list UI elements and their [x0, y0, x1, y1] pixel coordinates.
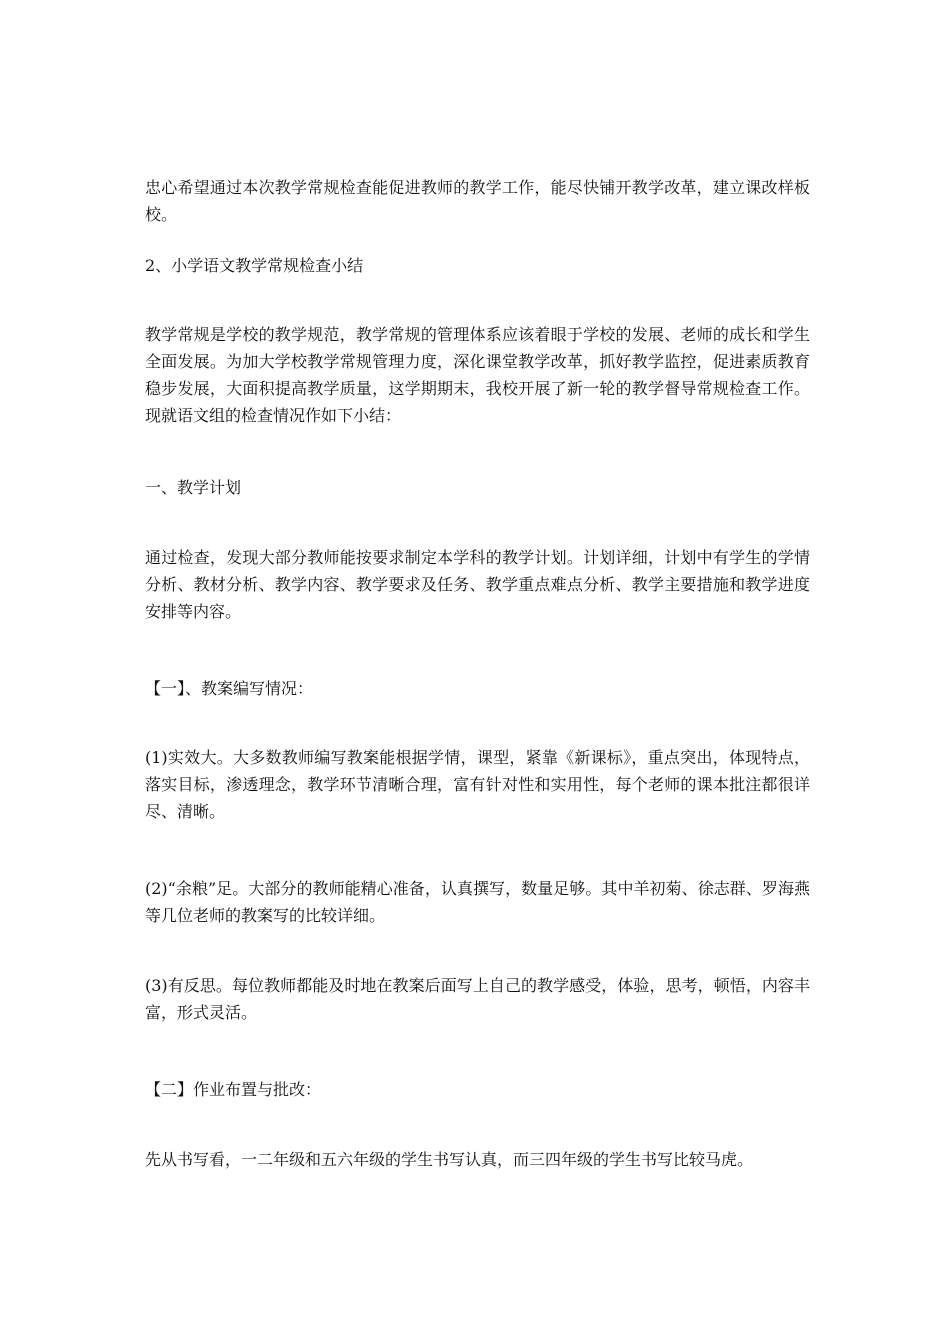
intro-paragraph: 忠心希望通过本次教学常规检查能促进教师的教学工作，能尽快铺开教学改革，建立课改样板校。 [145, 178, 810, 224]
homework-paragraph: 先从书写看，一二年级和五六年级的学生书写认真，而三四年级的学生书写比较马虎。 [145, 1150, 754, 1169]
overview-paragraph: 教学常规是学校的教学规范，教学常规的管理体系应该着眼于学校的发展、老师的成长和学生全面发展。为加大学校教学常规管理力度，深化课堂教学改革，抓好教学监控，促进素质教育稳步发展，大面积提高教学质量，这学期期末，我校开展了新一轮的教学督导常规检查工作。现就语文组的检查情况作如下小结： [145, 325, 810, 425]
homework-heading: 【二】作业布置与批改： [145, 1080, 322, 1099]
lesson-plan-item-3: (3)有反思。每位教师都能及时地在教案后面写上自己的教学感受，体验，思考，顿悟，内容丰富，形式灵活。 [145, 976, 810, 1022]
teaching-plan-paragraph: 通过检查，发现大部分教师能按要求制定本学科的教学计划。计划详细，计划中有学生的学情分析、教材分析、教学内容、教学要求及任务、教学重点难点分析、教学主要措施和教学进度安排等内容。 [145, 548, 810, 621]
section-title: 2、小学语文教学常规检查小结 [145, 256, 364, 275]
lesson-plan-heading: 【一】、教案编写情况： [145, 679, 314, 698]
lesson-plan-item-2: (2)“余粮”足。大部分的教师能精心准备，认真撰写，数量足够。其中羊初菊、徐志群、罗海燕等几位老师的教案写的比较详细。 [145, 879, 810, 925]
teaching-plan-heading: 一、教学计划 [145, 478, 242, 497]
lesson-plan-item-1: (1)实效大。大多数教师编写教案能根据学情，课型，紧靠《新课标》，重点突出，体现特点，落实目标，渗透理念，教学环节清晰合理，富有针对性和实用性，每个老师的课本批注都很详尽、清晰。 [145, 748, 810, 821]
